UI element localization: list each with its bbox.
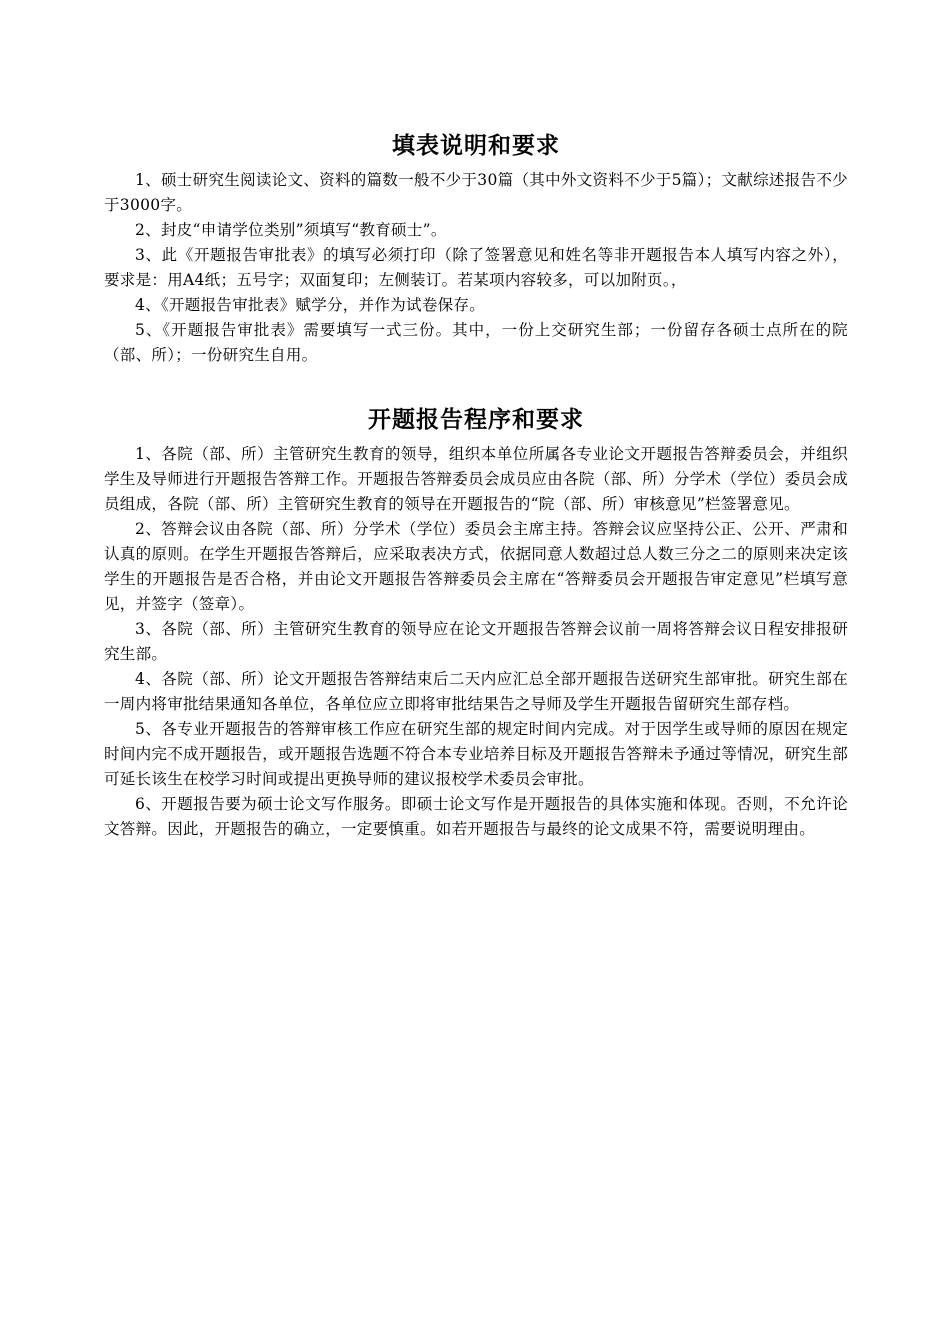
procedure-paragraph: 6、开题报告要为硕士论文写作服务。即硕士论文写作是开题报告的具体实施和体现。否则，不允许论文答辩。因此，开题报告的确立，一定要慎重。如若开题报告与最终的论文成果不符，需要说明理由。 [104, 795, 848, 838]
procedure-paragraph: 2、答辩会议由各院（部、所）分学术（学位）委员会主席主持。答辩会议应坚持公正、公开、严肃和认真的原则。在学生开题报告答辩后，应采取表决方式，依据同意人数超过总人数三分之二的原则来决定该学生的开题报告是否合格，并由论文开题报告答辩委员会主席在“答辩委员会开题报告审定意见”栏填写意见，并签字（签章）。 [104, 520, 848, 613]
instruction-paragraph: 5、《开题报告审批表》需要填写一式三份。其中，一份上交研究生部；一份留存各硕士点所在的院（部、所）；一份研究生自用。 [104, 321, 848, 364]
instruction-paragraph: 4、《开题报告审批表》赋学分，并作为试卷保存。 [135, 296, 486, 314]
instruction-paragraph: 3、此《开题报告审批表》的填写必须打印（除了签署意见和姓名等非开题报告本人填写内容之外），要求是：用A4纸；五号字；双面复印；左侧装订。若某项内容较多，可以加附页。， [104, 246, 848, 289]
instruction-paragraph: 2、封皮“申请学位类别”须填写“教育硕士”。 [135, 221, 447, 239]
procedure-paragraph: 1、各院（部、所）主管研究生教育的领导，组织本单位所属各专业论文开题报告答辩委员会，并组织学生及导师进行开题报告答辩工作。开题报告答辩委员会成员应由各院（部、所）分学术（学位）委员会成员组成，各院（部、所）主管研究生教育的领导在开题报告的“院（部、所）审核意见”栏签署意见。 [104, 445, 848, 513]
procedure-paragraph: 4、各院（部、所）论文开题报告答辩结束后二天内应汇总全部开题报告送研究生部审批。研究生部在一周内将审批结果通知各单位，各单位应立即将审批结果告之导师及学生开题报告留研究生部存档。 [104, 670, 848, 713]
procedure-paragraph: 3、各院（部、所）主管研究生教育的领导应在论文开题报告答辩会议前一周将答辩会议日程安排报研究生部。 [104, 620, 848, 663]
procedure-paragraph: 5、各专业开题报告的答辩审核工作应在研究生部的规定时间内完成。对于因学生或导师的原因在规定时间内完不成开题报告，或开题报告选题不符合本专业培养目标及开题报告答辩未予通过等情况，研究生部可延长该生在校学习时间或提出更换导师的建议报校学术委员会审批。 [104, 720, 848, 788]
section-title-instructions: 填表说明和要求 [392, 133, 560, 159]
section-title-procedure: 开题报告程序和要求 [368, 407, 584, 433]
instruction-paragraph: 1、硕士研究生阅读论文、资料的篇数一般不少于30篇（其中外文资料不少于5篇）；文献综述报告不少于3000字。 [104, 171, 848, 214]
document-page [104, 128, 848, 842]
